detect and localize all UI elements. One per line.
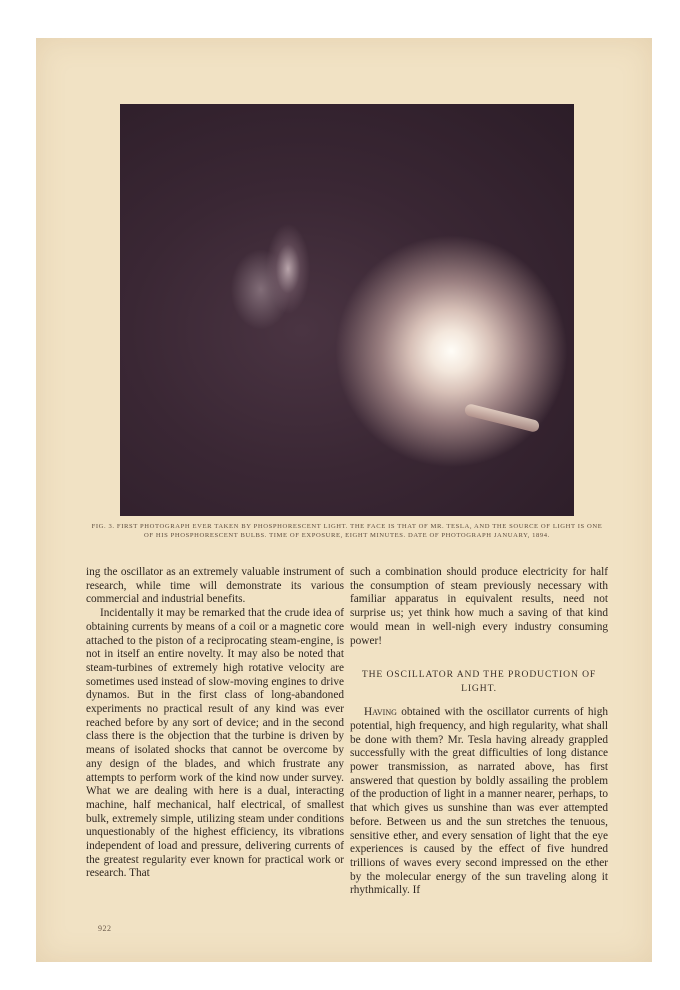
paragraph — [350, 706, 608, 898]
phosphorescent-photograph — [120, 104, 574, 516]
page-number: 922 — [98, 924, 112, 933]
left-column — [86, 566, 344, 881]
paragraph: ing the oscillator as an extremely valuable instrument of research, while time will demonstrate its various commercial and industrial benefits. — [86, 566, 344, 606]
figure-caption: FIG. 3. FIRST PHOTOGRAPH EVER TAKEN BY PHOSPHORESCENT LIGHT. THE FACE IS THAT OF MR. TESLA, AND THE SOURCE OF LIGHT IS ONE OF HIS PHOSPHORESCENT BULBS. TIME OF EXPOSURE, EIGHT MINUTES. DATE OF PHOTOGRAPH JANUARY, 1894. — [91, 523, 603, 539]
magazine-page — [36, 38, 652, 962]
paragraph: Incidentally it may be remarked that the crude idea of obtaining currents by means of a coil or a magnetic core attached to the piston of a reciprocating steam-engine, is not in itself an entire novelty. It may also be noted that steam-turbines of extremely high rotative velocity are sometimes used instead of slow-moving engines to drive dynamos. But in the first class of long-abandoned experiments no practical result of any kind was ever reached before by any sort of device; and in the second class there is the objection that the turbine is driven by means of isolated shocks that cannot be overcome by any design of the blades, and which frustrate any attempts to perform work of the kind now under survey. What we are dealing with here is a dual, interacting machine, half mechanical, half electrical, of smallest bulk, extremely simple, utilizing steam under conditions unquestionably of the highest efficiency, its vibrations independent of load and pressure, delivering currents of the greatest regularity ever known for practical work or research. That — [86, 607, 344, 880]
section-heading: THE OSCILLATOR AND THE PRODUCTION OF LIGHT. — [361, 669, 597, 695]
paragraph: such a combination should produce electricity for half the consumption of steam previously necessary with familiar apparatus in equivalent results, need not surprise us; yet think how much a saving of that kind would mean in well-nigh every industry consuming power! — [350, 566, 608, 647]
right-column — [350, 566, 608, 898]
bulb-stem — [464, 403, 541, 433]
lead-word: Having — [364, 706, 397, 719]
paragraph-body: obtained with the oscillator currents of high potential, high frequency, and high regularity, what shall be done with them? Mr. Tesla having already grappled successfully with the great difficulties of long distance power transmission, as narrated above, has first answered that question by boldly assailing the problem of the production of light in a manner nearer, perhaps, to that which gives us sunshine than was ever attempted before. Between us and the sun stretches the tenuous, sensitive ether, and every sensation of light that the eye experiences is caused by the effect of five hundred trillions of waves every second impressed on the ether by the molecular energy of the sun traveling along it rhythmically. If — [350, 706, 608, 897]
